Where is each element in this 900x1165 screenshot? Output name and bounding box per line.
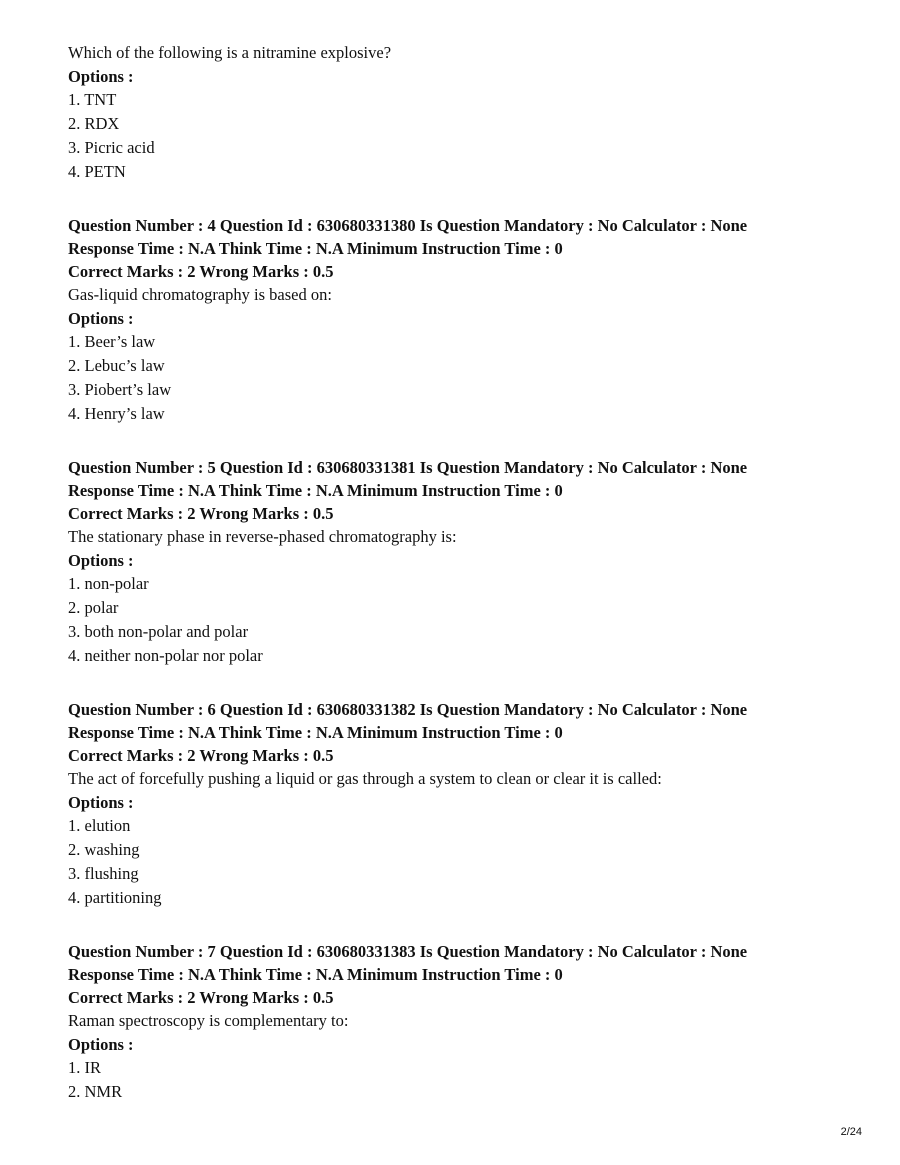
question-block-5 [68, 456, 858, 668]
option-item: 2. washing [68, 840, 140, 859]
option-item: 2. Lebuc’s law [68, 356, 165, 375]
option-item: 3. Piobert’s law [68, 380, 172, 399]
options-label: Options : [68, 1035, 134, 1054]
option-item: 1. Beer’s law [68, 332, 156, 351]
question-text: The stationary phase in reverse-phased chromatography is: [68, 527, 457, 546]
option-item: 3. flushing [68, 864, 139, 883]
option-item: 4. partitioning [68, 888, 162, 907]
option-item: 1. elution [68, 816, 131, 835]
question-block-4 [68, 214, 858, 426]
spacer [68, 668, 858, 698]
option-item: 4. PETN [68, 162, 126, 181]
question-header-time: Response Time : N.A Think Time : N.A Minimum Instruction Time : 0 [68, 481, 563, 500]
question-header-marks: Correct Marks : 2 Wrong Marks : 0.5 [68, 988, 334, 1007]
page-number: 2/24 [840, 1126, 862, 1138]
option-item: 1. non-polar [68, 574, 149, 593]
question-text: Gas-liquid chromatography is based on: [68, 285, 332, 304]
spacer [68, 184, 858, 214]
question-header-time: Response Time : N.A Think Time : N.A Minimum Instruction Time : 0 [68, 723, 563, 742]
question-text: Raman spectroscopy is complementary to: [68, 1011, 349, 1030]
option-item: 2. NMR [68, 1082, 123, 1101]
option-item: 2. RDX [68, 114, 120, 133]
option-item: 1. IR [68, 1058, 101, 1077]
question-header-meta: Question Number : 7 Question Id : 630680331383 Is Question Mandatory : No Calculator : None [68, 942, 748, 961]
option-item: 4. Henry’s law [68, 404, 165, 423]
question-block-6 [68, 698, 858, 910]
question-block-7 [68, 940, 858, 1104]
options-label: Options : [68, 793, 134, 812]
question-block-3 [68, 41, 858, 184]
options-label: Options : [68, 67, 134, 86]
option-item: 3. both non-polar and polar [68, 622, 249, 641]
question-header-marks: Correct Marks : 2 Wrong Marks : 0.5 [68, 262, 334, 281]
question-header-meta: Question Number : 4 Question Id : 630680331380 Is Question Mandatory : No Calculator : None [68, 216, 748, 235]
question-header-meta: Question Number : 5 Question Id : 630680331381 Is Question Mandatory : No Calculator : None [68, 458, 748, 477]
options-label: Options : [68, 551, 134, 570]
options-label: Options : [68, 309, 134, 328]
option-item: 4. neither non-polar nor polar [68, 646, 263, 665]
option-item: 1. TNT [68, 90, 117, 109]
question-header-marks: Correct Marks : 2 Wrong Marks : 0.5 [68, 746, 334, 765]
option-item: 3. Picric acid [68, 138, 155, 157]
spacer [68, 910, 858, 940]
option-item: 2. polar [68, 598, 119, 617]
question-header-time: Response Time : N.A Think Time : N.A Minimum Instruction Time : 0 [68, 965, 563, 984]
question-text: The act of forcefully pushing a liquid or gas through a system to clean or clear it is called: [68, 769, 662, 788]
question-text: Which of the following is a nitramine explosive? [68, 43, 392, 62]
page-content [68, 41, 858, 1104]
spacer [68, 426, 858, 456]
question-header-marks: Correct Marks : 2 Wrong Marks : 0.5 [68, 504, 334, 523]
question-header-time: Response Time : N.A Think Time : N.A Minimum Instruction Time : 0 [68, 239, 563, 258]
question-header-meta: Question Number : 6 Question Id : 630680331382 Is Question Mandatory : No Calculator : None [68, 700, 748, 719]
